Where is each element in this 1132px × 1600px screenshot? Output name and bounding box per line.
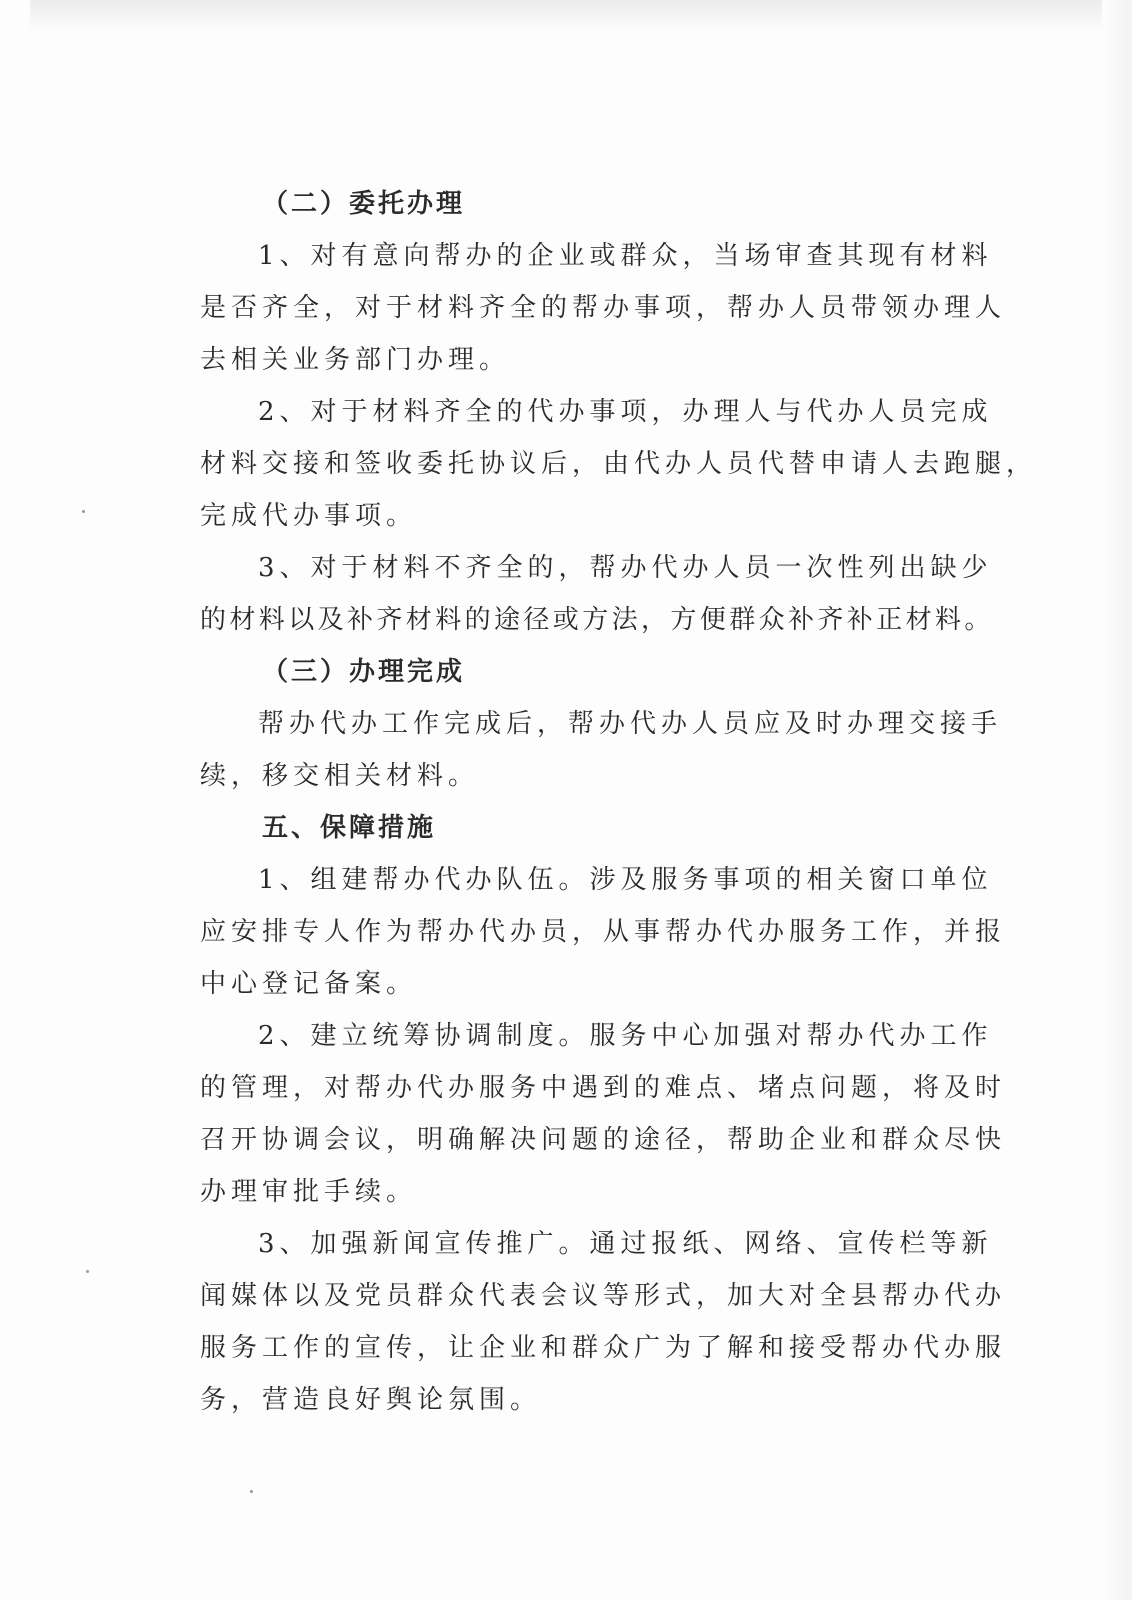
text-line: 完成代办事项。 [200,501,418,531]
text-line: 务，营造良好舆论氛围。 [200,1385,542,1415]
text-line: 1、组建帮办代办队伍。涉及服务事项的相关窗口单位 [258,865,993,895]
text-line: 3、对于材料不齐全的，帮办代办人员一次性列出缺少 [258,553,993,583]
text-line: 帮办代办工作完成后，帮办代办人员应及时办理交接手 [258,709,1003,739]
text-line: 是否齐全，对于材料齐全的帮办事项，帮办人员带领办理人 [200,293,1007,323]
document-body [200,178,1038,1426]
paragraph-entrusted-2 [200,386,1038,542]
text-line: 闻媒体以及党员群众代表会议等形式，加大对全县帮办代办 [200,1281,1007,1311]
paragraph-completion-1 [200,698,1003,802]
paragraph-safeguards-2 [200,1010,1007,1218]
section-heading-entrusted: （二）委托办理 [262,189,466,219]
text-line: 应安排专人作为帮办代办员，从事帮办代办服务工作，并报 [200,917,1007,947]
text-line: 材料交接和签收委托协议后，由代办人员代替申请人去跑腿， [200,449,1038,479]
text-line: 去相关业务部门办理。 [200,345,511,375]
scan-speck [86,1270,89,1273]
text-line: 服务工作的宣传，让企业和群众广为了解和接受帮办代办服 [200,1333,1007,1363]
paragraph-entrusted-1 [200,230,1007,386]
text-line: 3、加强新闻宣传推广。通过报纸、网络、宣传栏等新 [258,1229,993,1259]
scan-speck [250,1490,253,1493]
text-line: 的管理，对帮办代办服务中遇到的难点、堵点问题，将及时 [200,1073,1007,1103]
paragraph-entrusted-3 [200,542,994,646]
section-heading-safeguards: 五、保障措施 [262,813,437,843]
scan-shadow-right [1102,0,1132,1600]
paragraph-safeguards-3 [200,1218,1007,1426]
paragraph-safeguards-1 [200,854,1007,1010]
text-line: 中心登记备案。 [200,969,418,999]
text-line: 2、建立统筹协调制度。服务中心加强对帮办代办工作 [258,1021,993,1051]
scan-speck [82,510,85,513]
text-line: 办理审批手续。 [200,1177,418,1207]
text-line: 1、对有意向帮办的企业或群众，当场审查其现有材料 [258,241,993,271]
section-heading-completion: （三）办理完成 [262,657,466,687]
text-line: 2、对于材料齐全的代办事项，办理人与代办人员完成 [258,397,993,427]
text-line: 召开协调会议，明确解决问题的途径，帮助企业和群众尽快 [200,1125,1007,1155]
text-line: 续，移交相关材料。 [200,761,480,791]
text-line: 的材料以及补齐材料的途径或方法，方便群众补齐补正材料。 [200,605,994,635]
scan-shadow-top [30,0,1102,32]
